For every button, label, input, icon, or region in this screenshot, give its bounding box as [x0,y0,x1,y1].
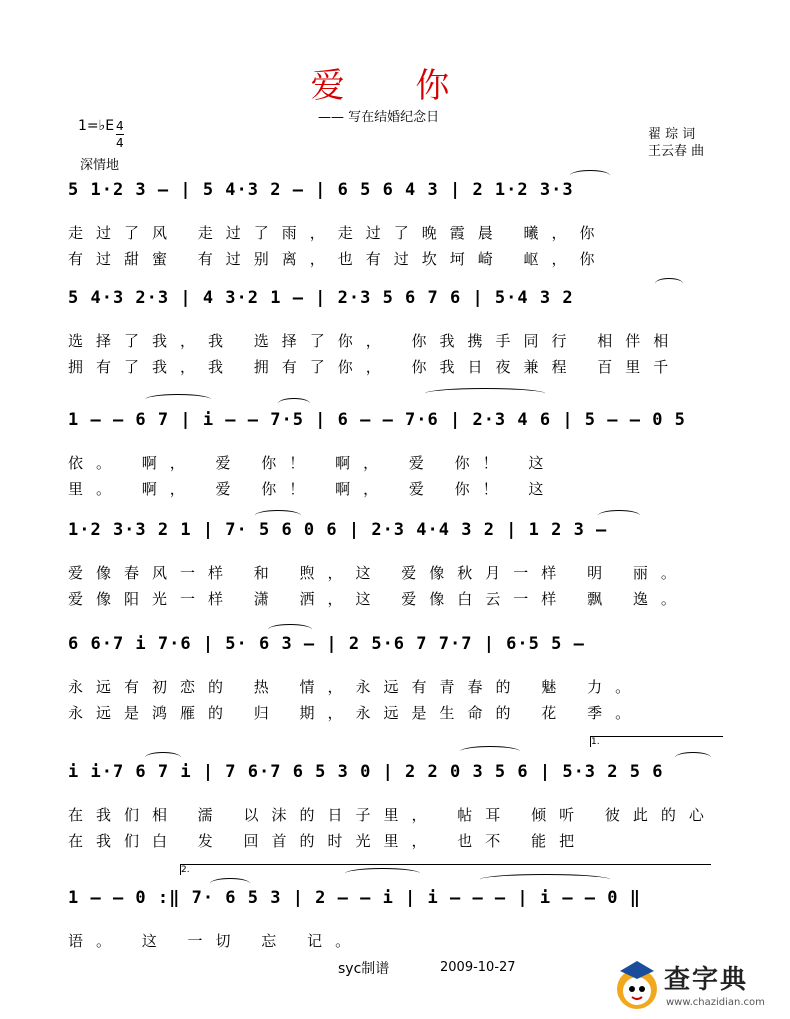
meter-bottom: 4 [116,136,124,150]
song-title: 爱 你 [310,66,480,106]
slur [480,874,610,885]
composer: 王云春 曲 [648,144,705,159]
volta-bracket-1: 1. [590,736,723,747]
slur [598,510,640,521]
song-subtitle: —— 写在结婚纪念日 [318,110,440,125]
slur [145,394,211,405]
slur [425,388,545,399]
notes: 1·2 3·3 2 1 | 7· 5 6 0 6 | 2·3 4·4 3 2 | 1 2 3 – [68,520,608,540]
lyric-verse-2: 有过甜蜜 有过别离，也有过坎坷崎 岖，你 [68,250,608,268]
lyric-verse-1: 走过了风 走过了雨，走过了晚霞晨 曦，你 [68,224,608,242]
lyric-verse-2: 在我们白 发 回首的时光里， 也不 能把 [68,832,588,850]
slur [278,398,310,409]
lyric-verse-1: 选择了我，我 选择了你， 你我携手同行 相伴相 [68,332,682,350]
slur [210,878,250,889]
logo-name: 查字典 [664,965,749,995]
meter-top: 4 [116,119,124,133]
notes: 1 – – 6 7 | i – – 7·5 | 6 – – 7·6 | 2·3 4 6 | 5 – – 0 5 [68,410,686,430]
lyricist: 翟 琮 词 [648,127,696,142]
lyric-verse-1: 永远有初恋的 热 情，永远有青春的 魅 力。 [68,678,644,696]
mascot-icon [612,955,662,1015]
logo-url: www.chazidian.com [666,997,765,1008]
lyric-verse-1: 爱像春风一样 和 煦，这 爱像秋月一样 明 丽。 [68,564,689,582]
expression-mark: 深情地 [80,158,120,173]
notes: 1 – – 0 :‖ 7· 6 5 3 | 2 – – i | i – – – | i – – 0 ‖ [68,888,641,908]
lyric-verse-1: 语。 这 一切 忘 记。 [68,932,364,950]
slur [655,278,683,289]
site-logo [612,955,780,1017]
slur [675,752,711,763]
lyric-verse-2: 拥有了我，我 拥有了你， 你我日夜兼程 百里千 [68,358,682,376]
lyric-verse-2: 里。 啊， 爱 你！ 啊， 爱 你！ 这 [68,480,557,498]
notes: 5 4·3 2·3 | 4 3·2 1 – | 2·3 5 6 7 6 | 5·4 3 2 [68,288,574,308]
notes: 5 1·2 3 – | 5 4·3 2 – | 6 5 6 4 3 | 2 1·2 3·3 [68,180,574,200]
slur [460,746,520,757]
score-date: 2009-10-27 [440,960,516,975]
lyric-verse-1: 依。 啊， 爱 你！ 啊， 爱 你！ 这 [68,454,557,472]
slur [145,752,181,763]
notes: 6 6·7 i 7·6 | 5· 6 3 – | 2 5·6 7 7·7 | 6·5 5 – [68,634,585,654]
slur [570,170,610,181]
slur [255,510,301,521]
key-signature: 1=♭E [78,118,115,134]
notes: i i·7 6 7 i | 7 6·7 6 5 3 0 | 2 2 0 3 5 6 | 5·3 2 5 6 [68,762,664,782]
lyric-verse-1: 在我们相 濡 以沫的日子里， 帖耳 倾听 彼此的心 [68,806,717,824]
lyric-verse-2: 永远是鸿雁的 归 期，永远是生命的 花 季。 [68,704,644,722]
slur [268,624,312,635]
lyric-verse-2: 爱像阳光一样 潇 洒，这 爱像白云一样 飘 逸。 [68,590,689,608]
time-signature [116,118,124,151]
score-maker: syc制谱 [338,961,390,977]
volta-bracket-2: 2. [180,864,711,875]
